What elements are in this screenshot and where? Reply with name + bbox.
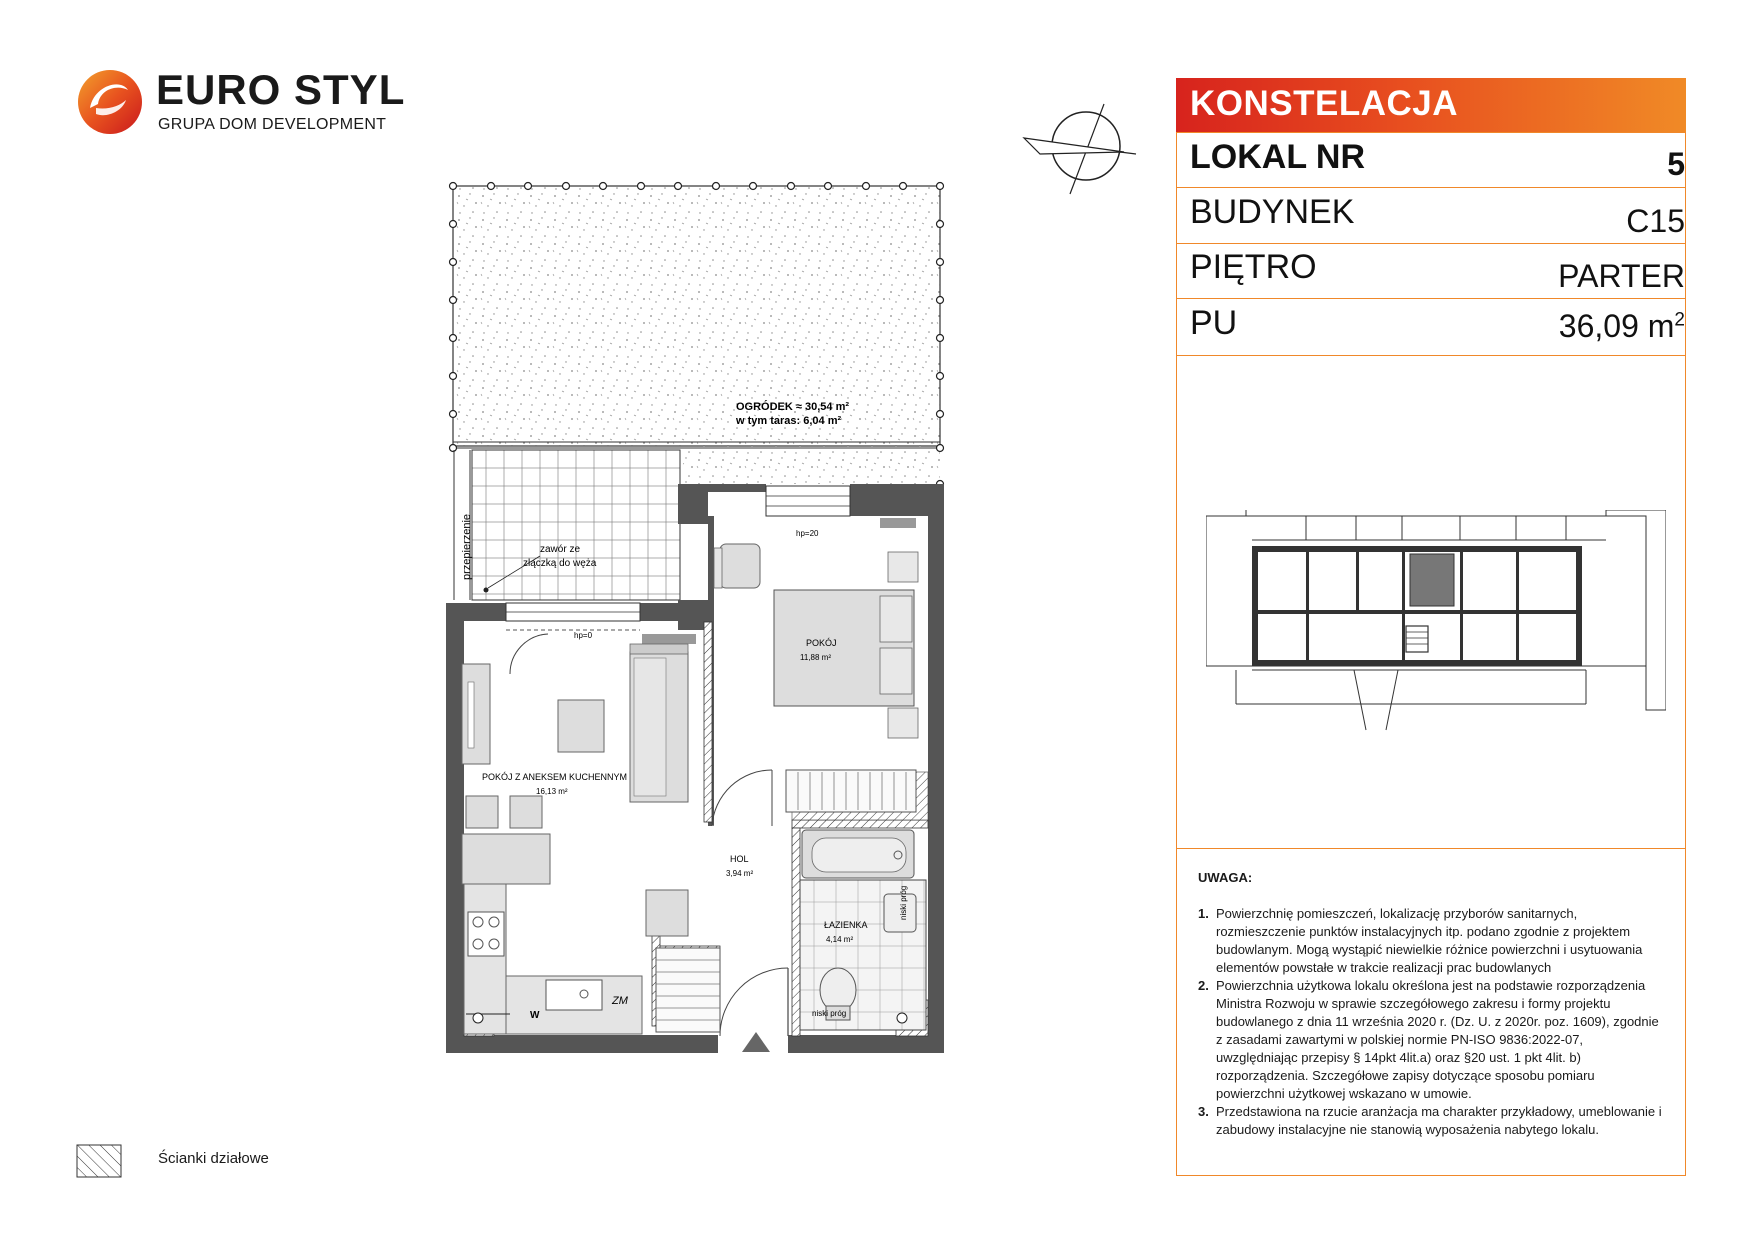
- bedroom-area: 11,88 m²: [800, 653, 831, 662]
- meter-mark: ZM: [612, 995, 628, 1007]
- building-value: C15: [1626, 203, 1685, 239]
- floor-plan: [438, 178, 948, 1058]
- building-key-plan: [1206, 510, 1666, 750]
- living-room-name: POKÓJ Z ANEKSEM KUCHENNYM: [482, 772, 628, 782]
- bathroom-area: 4,14 m²: [826, 935, 854, 944]
- window-sill-height: hp=20: [796, 529, 819, 538]
- notes-title: UWAGA:: [1198, 870, 1253, 885]
- euro-styl-logo-icon: [76, 68, 144, 136]
- threshold-label-bottom: niski próg: [812, 1009, 847, 1018]
- living-room-area: 16,13 m²: [536, 787, 568, 796]
- garden-area-label: OGRÓDEK ≈ 30,54 m²: [736, 401, 850, 413]
- privacy-screen-label: przepierzenie: [461, 513, 473, 580]
- building-label: BUDYNEK: [1190, 193, 1355, 231]
- bathroom-name: ŁAZIENKA: [824, 920, 868, 930]
- partition-wall-swatch: [76, 1144, 122, 1178]
- row-divider: [1176, 355, 1686, 356]
- notes-divider: [1176, 848, 1686, 849]
- brand-name: EURO STYL: [156, 66, 406, 113]
- bedroom-name: POKÓJ: [806, 638, 837, 648]
- floor-value: PARTER: [1558, 258, 1685, 294]
- usable-area-value: 36,09 $m^2$: [1558, 308, 1685, 344]
- water-mark: W: [530, 1010, 540, 1021]
- terrace-area-label: w tym taras: 6,04 m²: [736, 415, 842, 427]
- legend-label: Ścianki działowe: [158, 1150, 269, 1167]
- hall-area: 3,94 m²: [726, 869, 754, 878]
- row-divider: [1176, 132, 1686, 133]
- valve-label-1: zawór ze: [540, 544, 581, 555]
- note-2: 2. Powierzchnia użytkowa lokalu określona jest na podstawie rozporządzenia Ministra Rozwoju w sprawie szczegółowego zakresu i formy projektu budowlanego z dnia 11 września 2020 r. (Dz. U. z 2020r. poz. 1609), zgodnie z zasadami zawartymi w polskiej normie PN-ISO 9836:2022-07, uwzględniając przepisy § 14pkt 4lit.a) oraz §20 ust. 1 pkt 4lit. b) rozporządzenia. Szczegółowe zapisy dotyczące sposobu pomiaru powierzchni użytkowej wskazano w umowie.: [1198, 978, 1659, 1101]
- valve-label-2: złączką do węża: [523, 558, 597, 569]
- usable-area-label: PU: [1190, 304, 1238, 342]
- hall-name: HOL: [730, 854, 749, 864]
- north-arrow-icon: [1020, 96, 1144, 204]
- note-1: 1. Powierzchnię pomieszczeń, lokalizację przyborów sanitarnych, rozmieszczenie punktów instalacyjnych itp. podano zgodnie z projektem budowlanym. Mogą wystąpić niewielkie różnice powierzchni i usytuowania elementów powstałe w trakcie realizacji prac budowlanych: [1198, 906, 1643, 975]
- brand-tagline: GRUPA DOM DEVELOPMENT: [158, 116, 387, 133]
- row-divider: [1176, 243, 1686, 244]
- project-name: KONSTELACJA: [1190, 84, 1459, 123]
- note-3: 3. Przedstawiona na rzucie aranżacja ma charakter przykładowy, umeblowanie i zabudowy instalacyjne nie stanowią wyposażenia nabytego lokalu.: [1198, 1104, 1662, 1137]
- floor-label: PIĘTRO: [1190, 248, 1317, 286]
- row-divider: [1176, 298, 1686, 299]
- notes: [1198, 869, 1663, 1139]
- door-threshold-height: hp=0: [574, 631, 593, 640]
- apartment-number-value: 5: [1667, 146, 1685, 182]
- row-divider: [1176, 187, 1686, 188]
- apartment-number-label: LOKAL NR: [1190, 138, 1366, 176]
- threshold-label-right: niski próg: [899, 885, 908, 920]
